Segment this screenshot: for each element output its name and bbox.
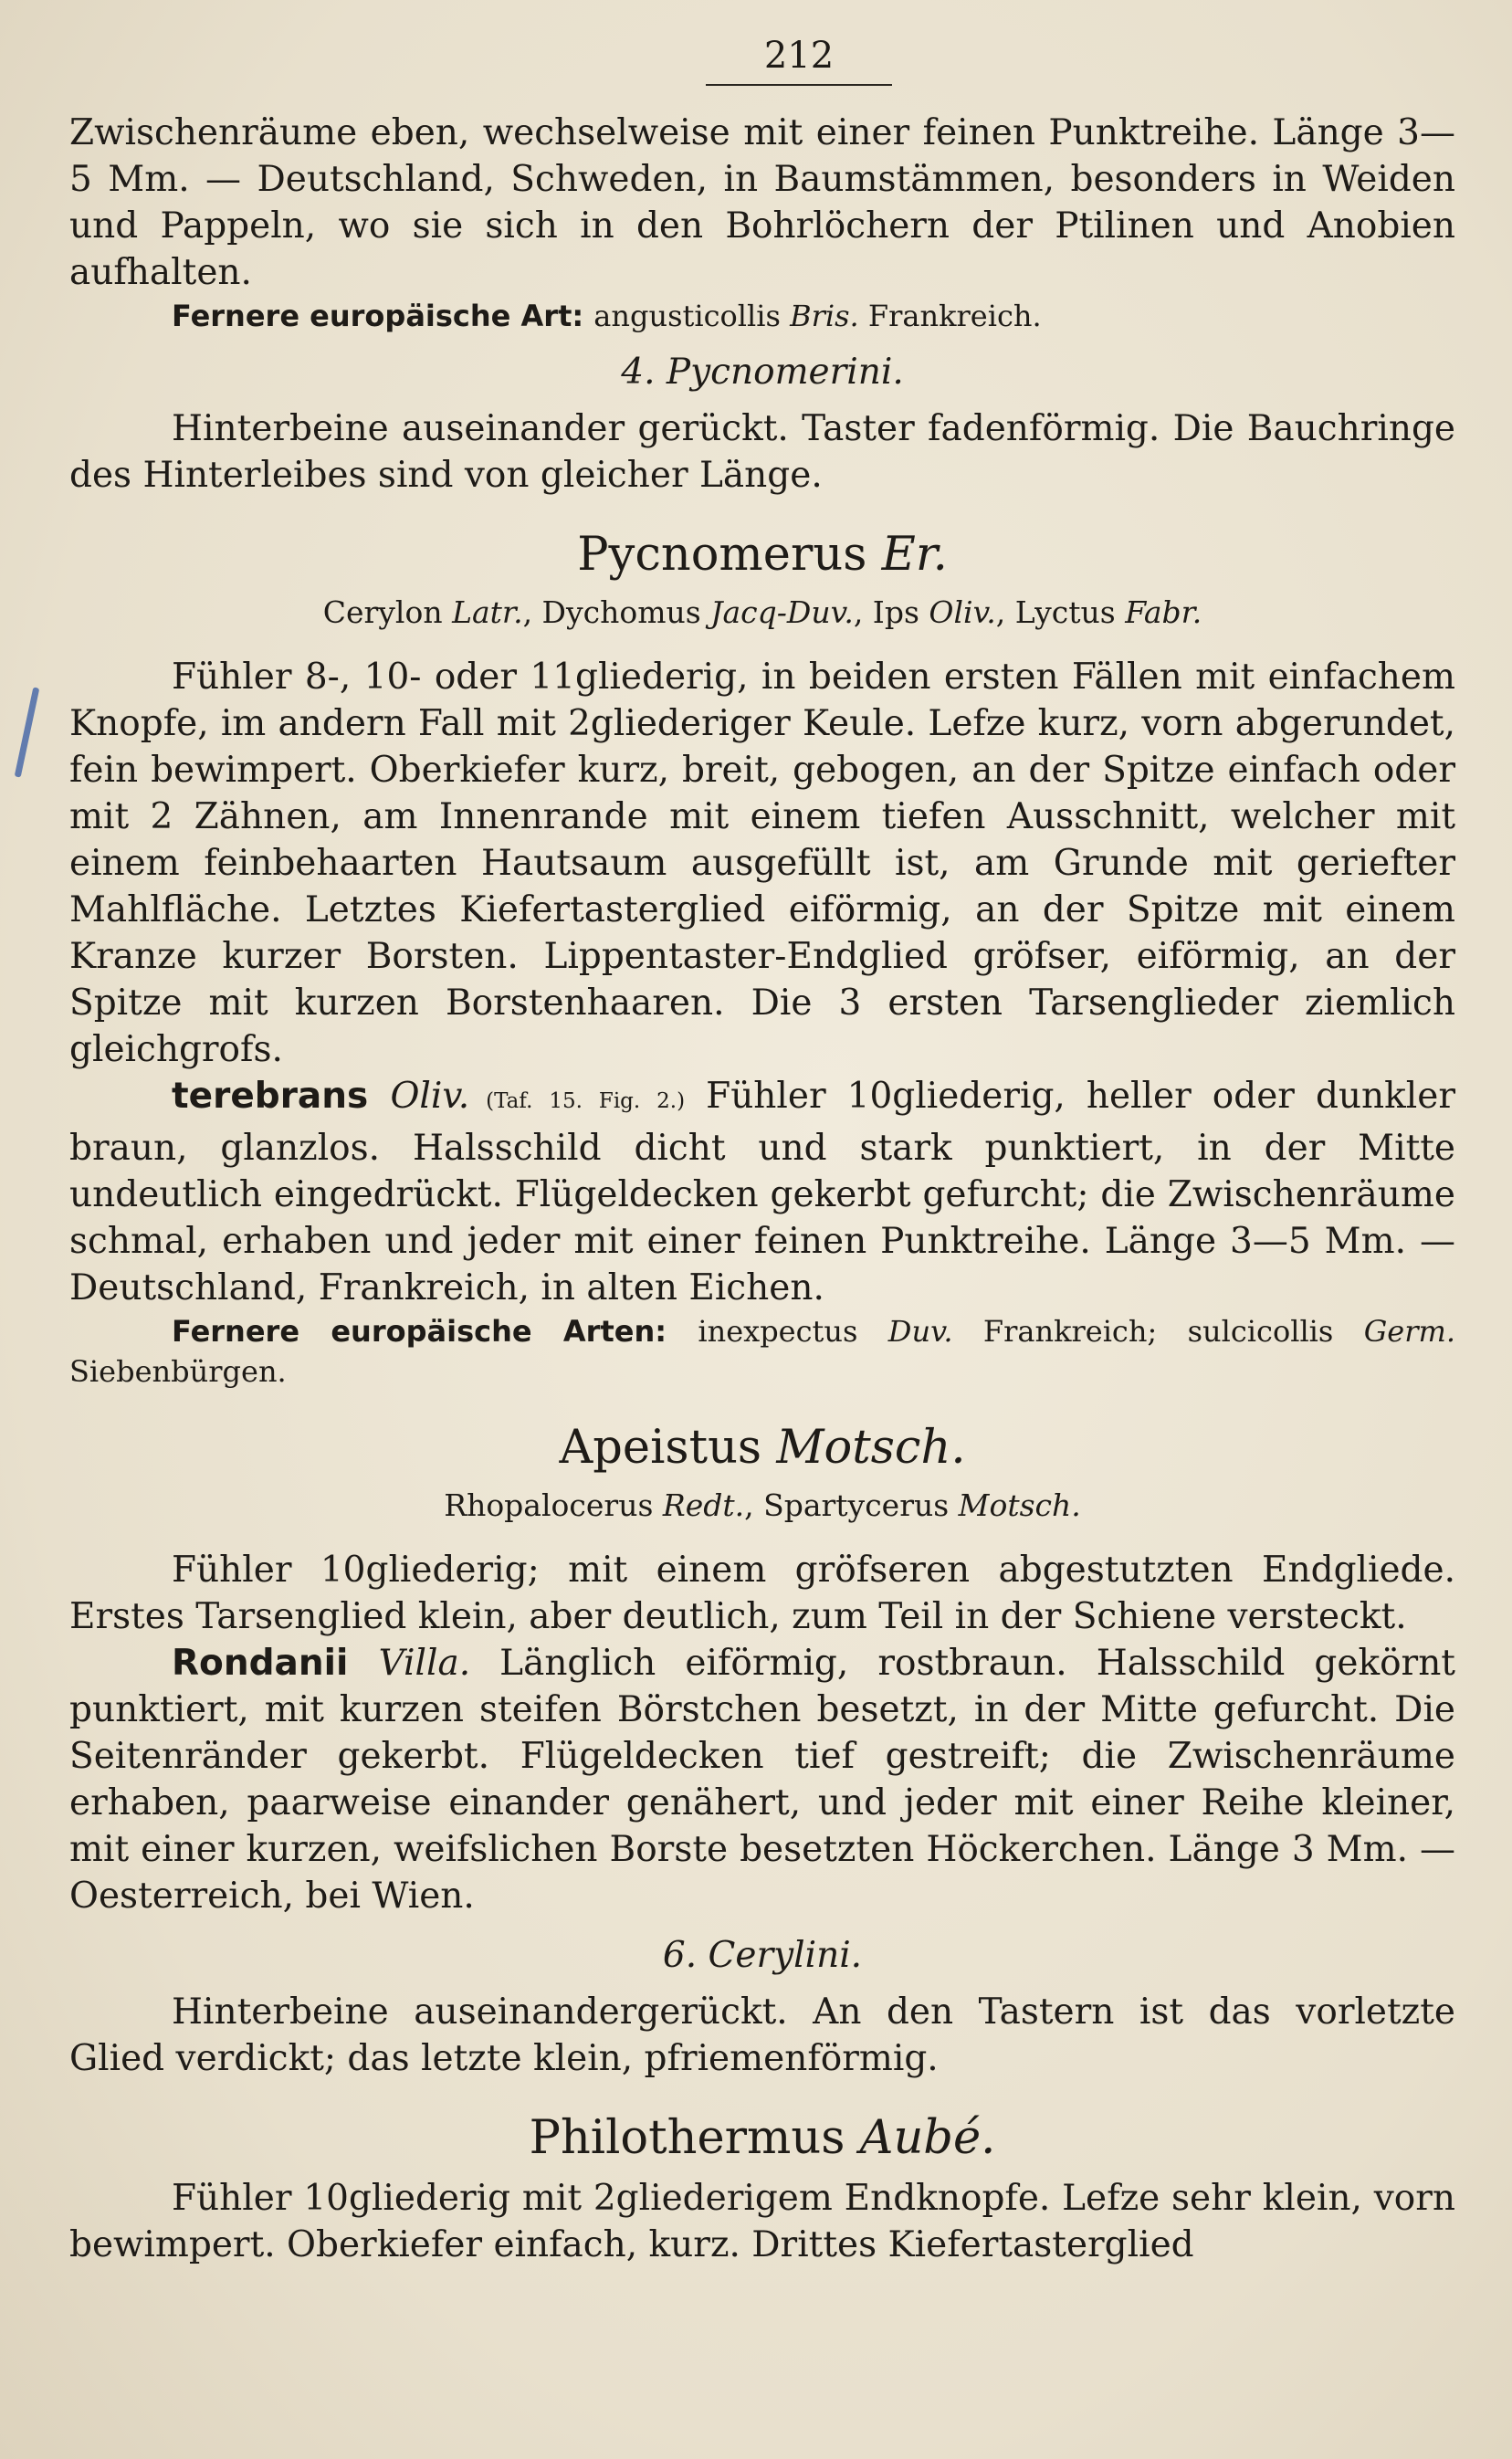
body-paragraph: [69, 110, 1455, 296]
section-heading: [69, 1932, 1455, 1980]
author-name: Bris.: [790, 299, 859, 333]
author-name: 6. Cerylini.: [662, 1935, 863, 1976]
species-name: Fernere europäische Arten:: [172, 1314, 698, 1349]
body-paragraph: [69, 296, 1455, 336]
author-name: Latr.: [452, 594, 523, 630]
text-run: Zwischenräume eben, wechselweise mit einer feinen Punktreihe. Länge 3—5 Mm. — Deutschland, Schweden, in Baumstämmen, besonders in Weiden und Pappeln, wo sie sich in den Bohrlöchern der Ptilinen und Anobien aufhalten.: [69, 112, 1455, 293]
body-paragraph: [69, 1547, 1455, 1640]
species-name: terebrans: [172, 1076, 391, 1117]
genus-heading: [69, 2109, 1455, 2168]
text-run: Rhopalocerus: [444, 1487, 663, 1523]
text-run: Frankreich; sulcicollis: [952, 1314, 1364, 1349]
text-run: Fühler 8-, 10- oder 11gliederig, in beiden ersten Fällen mit einfachem Knopfe, im andern Fall mit 2gliederiger Keule. Lefze kurz, vorn abgerundet, fein bewimpert. Oberkiefer kurz, breit, gebogen, an der Spitze einfach oder mit 2 Zähnen, am Innenrande mit einem tiefen Ausschnitt, welcher mit einem feinbehaarten Hautsaum ausgefüllt ist, am Grunde mit geriefter Mahlfläche. Letztes Kiefertasterglied eiförmig, an der Spitze mit einem Kranze kurzer Borsten. Lippentaster-Endglied gröfser, eiförmig, an der Spitze mit kurzen Borstenhaaren. Die 3 ersten Tarsenglieder ziemlich gleichgrofs.: [69, 657, 1455, 1070]
author-name: 4. Pycnomerini.: [621, 352, 904, 393]
synonym-line: [69, 1485, 1455, 1527]
text-run: Philothermus: [529, 2111, 860, 2165]
body-paragraph: [69, 405, 1455, 499]
author-name: Oliv.: [929, 594, 996, 630]
text-run: Apeistus: [559, 1421, 777, 1475]
author-name: Fabr.: [1125, 594, 1202, 630]
species-name: Fernere europäische Art:: [172, 299, 594, 333]
text-run: inexpectus: [698, 1314, 888, 1349]
text-run: Hinterbeine auseinandergerückt. An den Tastern ist das vorletzte Glied verdickt; das letzte klein, pfriemenförmig.: [69, 1991, 1455, 2079]
author-name: Villa.: [378, 1643, 471, 1684]
body-paragraph: [69, 1640, 1455, 1919]
body-paragraph: [69, 1989, 1455, 2082]
body-paragraph: [69, 1073, 1455, 1311]
text-run: angusticollis: [593, 299, 791, 333]
genus-heading: [69, 526, 1455, 584]
text-run: , Ips: [853, 594, 929, 630]
author-name: Oliv.: [390, 1076, 470, 1117]
synonym-line: [69, 592, 1455, 634]
author-name: Jacq-Duv.: [710, 594, 854, 630]
text-run: Frankreich.: [858, 299, 1042, 333]
text-run: Pycnomerus: [577, 528, 882, 582]
text-run: , Dychomus: [522, 594, 711, 630]
author-name: Aubé.: [859, 2111, 996, 2165]
text-run: Hinterbeine auseinander gerückt. Taster fadenförmig. Die Bauchringe des Hinterleibes sind von gleicher Länge.: [69, 408, 1455, 496]
text-run: (Taf. 15. Fig. 2.): [469, 1089, 686, 1113]
text-run: Cerylon: [322, 594, 453, 630]
text-run: Länglich eiförmig, rostbraun. Halsschild gekörnt punktiert, mit kurzen steifen Börstchen besetzt, in der Mitte gefurcht. Die Seitenränder gekerbt. Flügeldecken tief gestreift; die Zwischenräume erhaben, paarweise einander genähert, und jeder mit einer Reihe kleiner, mit einer kurzen, weifslichen Borste besetzten Höckerchen. Länge 3 Mm. — Oesterreich, bei Wien.: [69, 1643, 1455, 1917]
page-content: [69, 35, 1455, 2268]
author-name: Duv.: [887, 1314, 953, 1349]
text-run: Fühler 10gliederig; mit einem gröfseren abgestutzten Endgliede. Erstes Tarsenglied klein, aber deutlich, zum Teil in der Schiene versteckt.: [69, 1550, 1455, 1637]
text-run: Siebenbürgen.: [69, 1354, 287, 1389]
page-number: 212: [142, 35, 1455, 86]
section-heading: [69, 349, 1455, 396]
genus-heading: [69, 1419, 1455, 1477]
author-name: Motsch.: [776, 1421, 966, 1475]
species-name: Rondanii: [172, 1643, 379, 1684]
body-paragraph: [69, 1311, 1455, 1392]
body-paragraph: [69, 654, 1455, 1073]
text-run: Fühler 10gliederig mit 2gliederigem Endknopfe. Lefze sehr klein, vorn bewimpert. Oberkiefer einfach, kurz. Drittes Kiefertasterglied: [69, 2178, 1455, 2265]
pencil-mark-icon: [15, 687, 40, 777]
author-name: Er.: [881, 528, 948, 582]
body-paragraph: [69, 2175, 1455, 2268]
text-run: Fühler 10gliederig, heller oder dunkler braun, glanzlos. Halsschild dicht und stark punktiert, in der Mitte undeutlich eingedrückt. Flügeldecken gekerbt gefurcht; die Zwischenräume schmal, erhaben und jeder mit einer feinen Punktreihe. Länge 3—5 Mm. — Deutschland, Frankreich, in alten Eichen.: [69, 1076, 1455, 1308]
text-run: , Spartycerus: [744, 1487, 959, 1523]
text-run: , Lyctus: [995, 594, 1126, 630]
author-name: Germ.: [1363, 1314, 1456, 1349]
author-name: Motsch.: [958, 1487, 1081, 1523]
author-name: Redt.: [662, 1487, 745, 1523]
